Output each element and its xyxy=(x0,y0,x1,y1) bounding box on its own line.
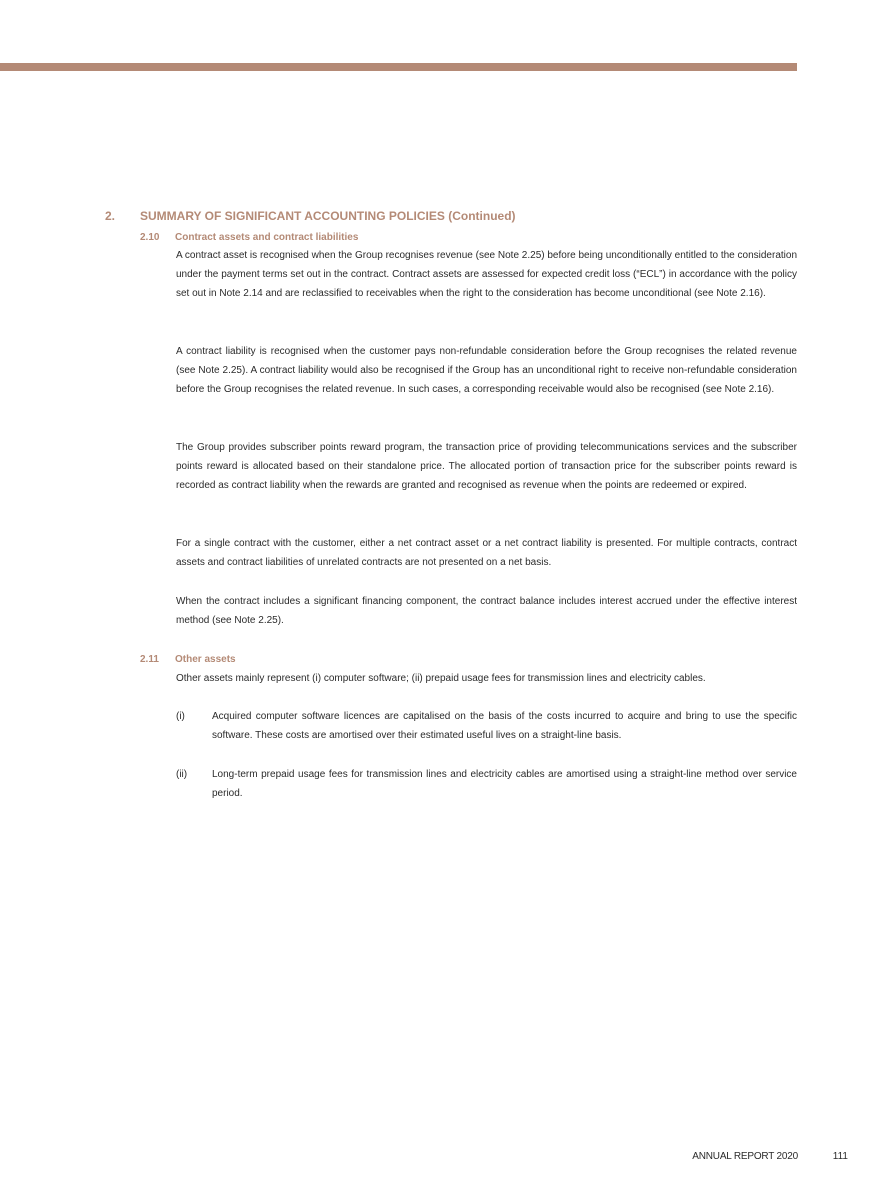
paragraph-contract-liability: A contract liability is recognised when the customer pays non-refundable consideration before the Group recognises the related revenue (see Note 2.25). A contract liability would also be recognised if the Group has an unconditional right to receive non-refundable consideration before the Group recognises the related revenue. In such cases, a corresponding receivable would also be recognised (see Note 2.16). xyxy=(176,346,797,396)
section-number: 2. xyxy=(105,209,116,223)
paragraph-net-presentation: For a single contract with the customer, either a net contract asset or a net contract liability is presented. For multiple contracts, contract assets and contract liabilities of unrelated contracts are not presented on a net basis. xyxy=(176,538,797,569)
section-title: SUMMARY OF SIGNIFICANT ACCOUNTING POLICIES (Continued) xyxy=(140,209,516,223)
list-item-text: Acquired computer software licences are capitalised on the basis of the costs incurred to acquire and bring to use the specific software. These costs are amortised over their estimated useful lives on a straight-line basis. xyxy=(212,711,797,742)
list-item-text: Long-term prepaid usage fees for transmission lines and electricity cables are amortised using a straight-line method over service period. xyxy=(212,769,797,800)
subsection-title: Other assets xyxy=(175,654,236,665)
subsection-title: Contract assets and contract liabilities xyxy=(175,232,359,243)
paragraph-financing-component: When the contract includes a significant financing component, the contract balance includes interest accrued under the effective interest method (see Note 2.25). xyxy=(176,596,797,627)
list-marker: (i) xyxy=(176,711,185,722)
list-item xyxy=(176,765,797,803)
page-number: 111 xyxy=(832,1151,848,1162)
section-heading xyxy=(105,209,516,223)
footer-report-title: ANNUAL REPORT 2020 xyxy=(692,1151,798,1162)
paragraph-contract-asset: A contract asset is recognised when the Group recognises revenue (see Note 2.25) before being unconditionally entitled to the consideration under the payment terms set out in the contract. Contract assets are assessed for expected credit loss (“ECL”) in accordance with the policy set out in Note 2.14 and are reclassified to receivables when the right to the consideration has become unconditional (see Note 2.16). xyxy=(176,250,797,300)
subsection-number: 2.10 xyxy=(140,232,160,243)
subsection-heading-2-11 xyxy=(140,654,236,665)
subsection-heading-2-10 xyxy=(140,232,358,243)
list-marker: (ii) xyxy=(176,769,188,780)
paragraph-other-assets-intro: Other assets mainly represent (i) computer software; (ii) prepaid usage fees for transmission lines and electricity cables. xyxy=(176,673,706,684)
list-item xyxy=(176,707,797,745)
subsection-number: 2.11 xyxy=(140,654,159,665)
top-accent-bar xyxy=(0,63,797,71)
paragraph-points-reward: The Group provides subscriber points reward program, the transaction price of providing telecommunications services and the subscriber points reward is allocated based on their standalone price. The allocated portion of transaction price for the subscriber points reward is recorded as contract liability when the rewards are granted and recognised as revenue when the points are redeemed or expired. xyxy=(176,442,797,492)
